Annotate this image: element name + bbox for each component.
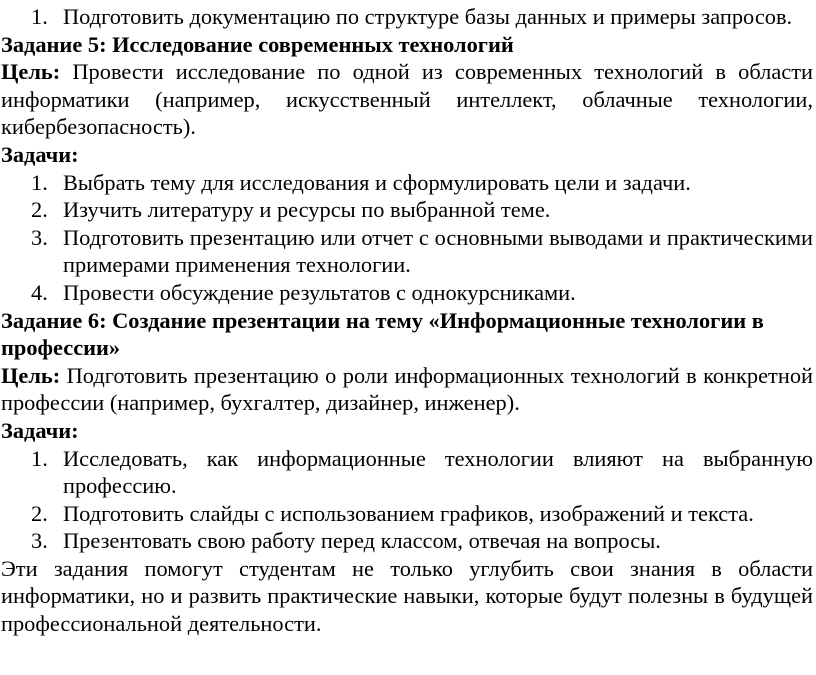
list-item-number: 3. <box>31 528 48 554</box>
list-item-text: Презентовать свою работу перед классом, отвечая на вопросы. <box>63 528 661 554</box>
list-item-text: Подготовить презентацию или отчет с основными выводами и практическими примерами применения технологии. <box>63 224 813 278</box>
list-item-number: 1. <box>31 4 48 29</box>
list-item-text: Подготовить слайды с использованием графиков, изображений и текста. <box>63 500 754 526</box>
list-item-number: 1. <box>31 169 48 195</box>
list-item <box>1 3 813 31</box>
task6-list <box>1 445 813 555</box>
list-item-text: Изучить литературу и ресурсы по выбранной теме. <box>63 197 551 223</box>
list-item-text: Выбрать тему для исследования и сформулировать цели и задачи. <box>63 169 691 195</box>
list-item-text: Провести обсуждение результатов с однокурсниками. <box>63 279 576 305</box>
task5-heading: Задание 5: Исследование современных технологий <box>1 31 514 57</box>
list-item-text: Подготовить документацию по структуре базы данных и примеры запросов. <box>63 4 793 29</box>
list-item <box>1 445 813 500</box>
task5-goal <box>1 58 813 141</box>
list-item-number: 4. <box>31 279 48 305</box>
list-item <box>1 196 813 224</box>
list-item-number: 2. <box>31 197 48 223</box>
task5-goal-text: Провести исследование по одной из современных технологий в области информатики (например, искусственный интеллект, облачные технологии, кибербезопасность). <box>1 59 813 140</box>
task6-heading: Задание 6: Создание презентации на тему «Информационные технологии в профессии» <box>1 307 764 361</box>
task6-goal-text: Подготовить презентацию о роли информационных технологий в конкретной профессии (например, бухгалтер, дизайнер, инженер). <box>1 362 813 416</box>
list-item-text: Исследовать, как информационные технологии влияют на выбранную профессию. <box>63 445 813 499</box>
list-item <box>1 169 813 197</box>
conclusion-paragraph: Эти задания помогут студентам не только углубить свои знания в области информатики, но и развить практические навыки, которые будут полезны в будущей профессиональной деятельности. <box>1 555 813 637</box>
task5-goal-label: Цель: <box>1 59 61 85</box>
list-item-number: 2. <box>31 500 48 526</box>
list-item <box>1 500 813 528</box>
list-item <box>1 527 813 555</box>
list-item-number: 3. <box>31 224 48 250</box>
task5-list <box>1 169 813 307</box>
list-item <box>1 224 813 279</box>
previous-task-list <box>1 3 813 31</box>
task6-goal-label: Цель: <box>1 362 61 388</box>
task5-tasks-label: Задачи: <box>1 141 79 167</box>
list-item-number: 1. <box>31 445 48 471</box>
task6-tasks-label: Задачи: <box>1 417 79 443</box>
task6-goal <box>1 362 813 417</box>
list-item <box>1 279 813 307</box>
